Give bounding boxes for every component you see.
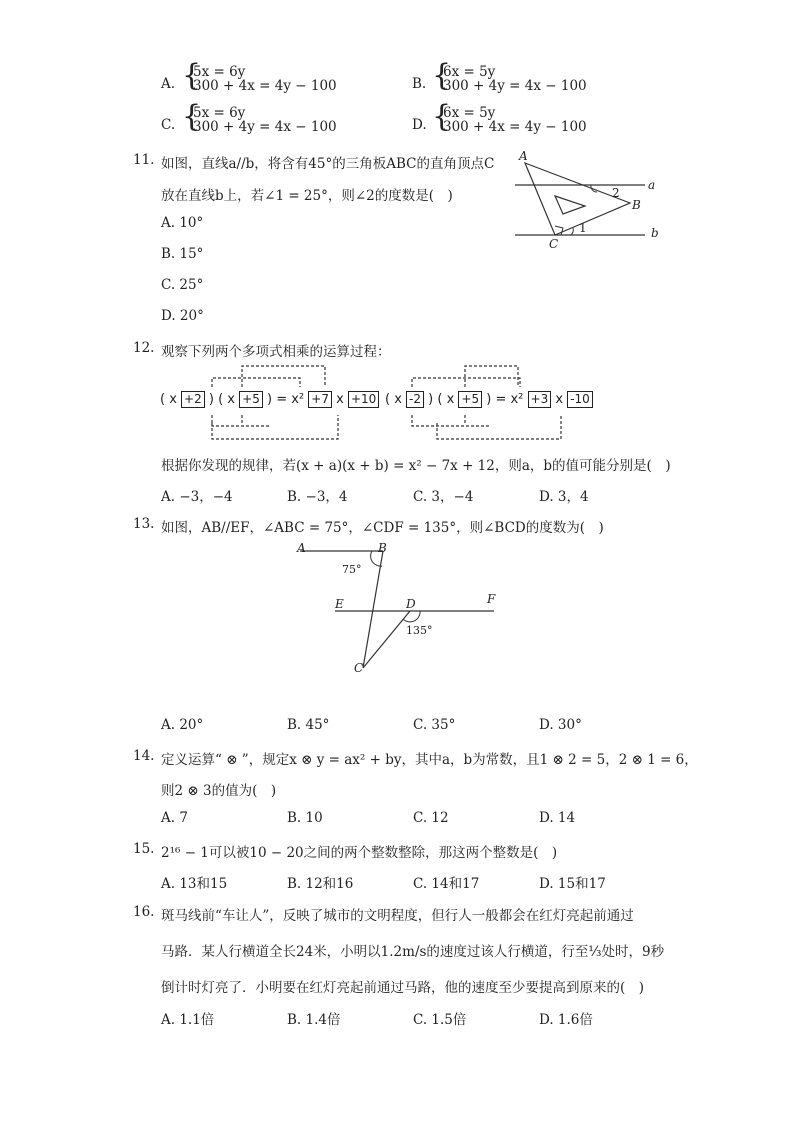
q11-label-a: a [648, 178, 656, 192]
q14-option-b[interactable]: B. 10 [287, 810, 323, 826]
q12-left-eq: ) = x² [266, 392, 305, 407]
q12-right-box4: -10 [567, 391, 593, 408]
q13-text-line1: 如图，AB//EF，∠ABC = 75°，∠CDF = 135°，则∠BCD的度数为( ) [161, 520, 604, 536]
q12-right-expression [385, 391, 593, 408]
q11-figure [505, 148, 675, 258]
q12-option-b[interactable]: B. −3，4 [287, 489, 348, 505]
q11-text-line2: 放在直线b上，若∠1 = 25°，则∠2的度数是( ) [161, 188, 453, 204]
q11-option-b[interactable]: B. 15° [161, 246, 204, 262]
q14-option-c[interactable]: C. 12 [413, 810, 449, 826]
q15-option-d[interactable]: D. 15和17 [539, 876, 606, 892]
q13-option-b[interactable]: B. 45° [287, 717, 330, 733]
q10-a-eq2: 300 + 4x = 4y − 100 [193, 78, 337, 94]
q12-right-x: x [555, 392, 564, 407]
q12-option-c[interactable]: C. 3，−4 [413, 489, 474, 505]
q12-left-mid: ) ( x [208, 392, 235, 407]
q12-number: 12. [133, 340, 155, 356]
q12-left-open: ( x [160, 392, 177, 407]
q10-a-eq1: 5x = 6y [193, 64, 246, 80]
q10-option-a-label: A. [161, 76, 176, 92]
q12-right-box1: -2 [406, 391, 424, 408]
q16-option-a[interactable]: A. 1.1倍 [161, 1012, 215, 1028]
q13-angle75-label: 75° [342, 563, 362, 576]
q10-option-b-label: B. [412, 76, 427, 92]
q15-option-b[interactable]: B. 12和16 [287, 876, 354, 892]
q11-label-C: C [549, 237, 559, 251]
q13-line-BC [363, 551, 383, 668]
q12-left-x: x [336, 392, 344, 407]
q11-text-line1: 如图，直线a//b，将含有45°的三角板ABC的直角顶点C [161, 156, 495, 172]
q14-option-d[interactable]: D. 14 [539, 810, 576, 826]
q16-text-line3: 倒计时灯亮了．小明要在红灯亮起前通过马路，他的速度至少要提高到原来的( ) [161, 980, 645, 996]
q11-angle2-label: 2 [612, 186, 620, 200]
q13-angle135-label: 135° [406, 624, 433, 637]
q12-option-a[interactable]: A. −3，−4 [161, 489, 233, 505]
q13-label-D: D [406, 597, 416, 611]
q13-label-B: B [378, 541, 387, 555]
q16-option-d[interactable]: D. 1.6倍 [539, 1012, 593, 1028]
q14-text-line2: 则2 ⊗ 3的值为( ) [161, 783, 277, 799]
q12-option-d[interactable]: D. 3，4 [539, 489, 589, 505]
q16-text-line2: 马路．某人行横道全长24米，小明以1.2m/s的速度过该人行横道，行至⅓处时，9秒 [161, 944, 665, 960]
q13-label-C: C [354, 661, 364, 675]
q11-triangle-inner [555, 196, 585, 214]
q16-text-line1: 斑马线前“车让人”，反映了城市的文明程度，但行人一般都会在红灯亮起前通过 [161, 908, 634, 924]
q11-option-a[interactable]: A. 10° [161, 215, 204, 231]
q11-angle1-arc [571, 228, 573, 235]
q15-option-a[interactable]: A. 13和15 [161, 876, 228, 892]
q15-number: 15. [133, 841, 155, 857]
q12-text-line2: 根据你发现的规律，若(x + a)(x + b) = x² − 7x + 12，则a，b的值可能分别是( ) [161, 458, 671, 474]
q13-option-d[interactable]: D. 30° [539, 717, 582, 733]
q11-option-d[interactable]: D. 20° [161, 308, 204, 324]
q12-right-mid: ) ( x [428, 392, 455, 407]
q12-left-box1: +2 [181, 391, 205, 408]
q12-right-box2: +5 [458, 391, 482, 408]
q13-number: 13. [133, 516, 155, 532]
q11-angle1-label: 1 [579, 221, 587, 235]
q12-left-box4: +10 [348, 391, 379, 408]
q16-option-c[interactable]: C. 1.5倍 [413, 1012, 467, 1028]
q12-text-line1: 观察下列两个多项式相乘的运算过程： [161, 344, 391, 360]
q13-label-A: A [297, 541, 306, 555]
q13-label-E: E [335, 597, 344, 611]
q15-text-line1: 2¹⁶ − 1可以被10 − 20之间的两个整数整除，那这两个整数是( ) [161, 845, 558, 861]
q14-text-line1: 定义运算“ ⊗ ”，规定x ⊗ y = ax² + by，其中a，b为常数，且1 ⊗ 2 = 5，2 ⊗ 1 = 6， [161, 752, 698, 768]
q12-left-box3: +7 [308, 391, 332, 408]
q11-option-c[interactable]: C. 25° [161, 277, 204, 293]
q12-right-open: ( x [385, 392, 402, 407]
q10-b-eq2: 300 + 4y = 4x − 100 [443, 78, 587, 94]
q11-label-B: B [632, 198, 641, 212]
q13-option-a[interactable]: A. 20° [161, 717, 204, 733]
q14-option-a[interactable]: A. 7 [161, 810, 188, 826]
q14-number: 14. [133, 748, 155, 764]
q10-d-eq2: 300 + 4x = 4y − 100 [443, 119, 587, 135]
q10-d-eq1: 6x = 5y [443, 105, 496, 121]
q13-figure [290, 538, 510, 678]
q13-option-c[interactable]: C. 35° [413, 717, 456, 733]
q12-right-box3: +3 [528, 391, 552, 408]
q13-label-F: F [487, 592, 496, 606]
q10-option-d-label: D. [412, 117, 427, 133]
q12-right-eq: ) = x² [486, 392, 524, 407]
q10-c-eq2: 300 + 4y = 4x − 100 [193, 119, 337, 135]
q11-label-b: b [651, 226, 659, 240]
q11-label-A: A [519, 149, 528, 163]
q10-b-eq1: 6x = 5y [443, 64, 496, 80]
q12-left-box2: +5 [239, 391, 263, 408]
q11-angle2-arc [591, 185, 597, 192]
q10-option-c-label: C. [161, 117, 176, 133]
q10-c-eq1: 5x = 6y [193, 105, 246, 121]
q11-number: 11. [133, 152, 155, 168]
q16-option-b[interactable]: B. 1.4倍 [287, 1012, 341, 1028]
q15-option-c[interactable]: C. 14和17 [413, 876, 480, 892]
q16-number: 16. [133, 904, 155, 920]
q12-left-expression [160, 391, 379, 408]
